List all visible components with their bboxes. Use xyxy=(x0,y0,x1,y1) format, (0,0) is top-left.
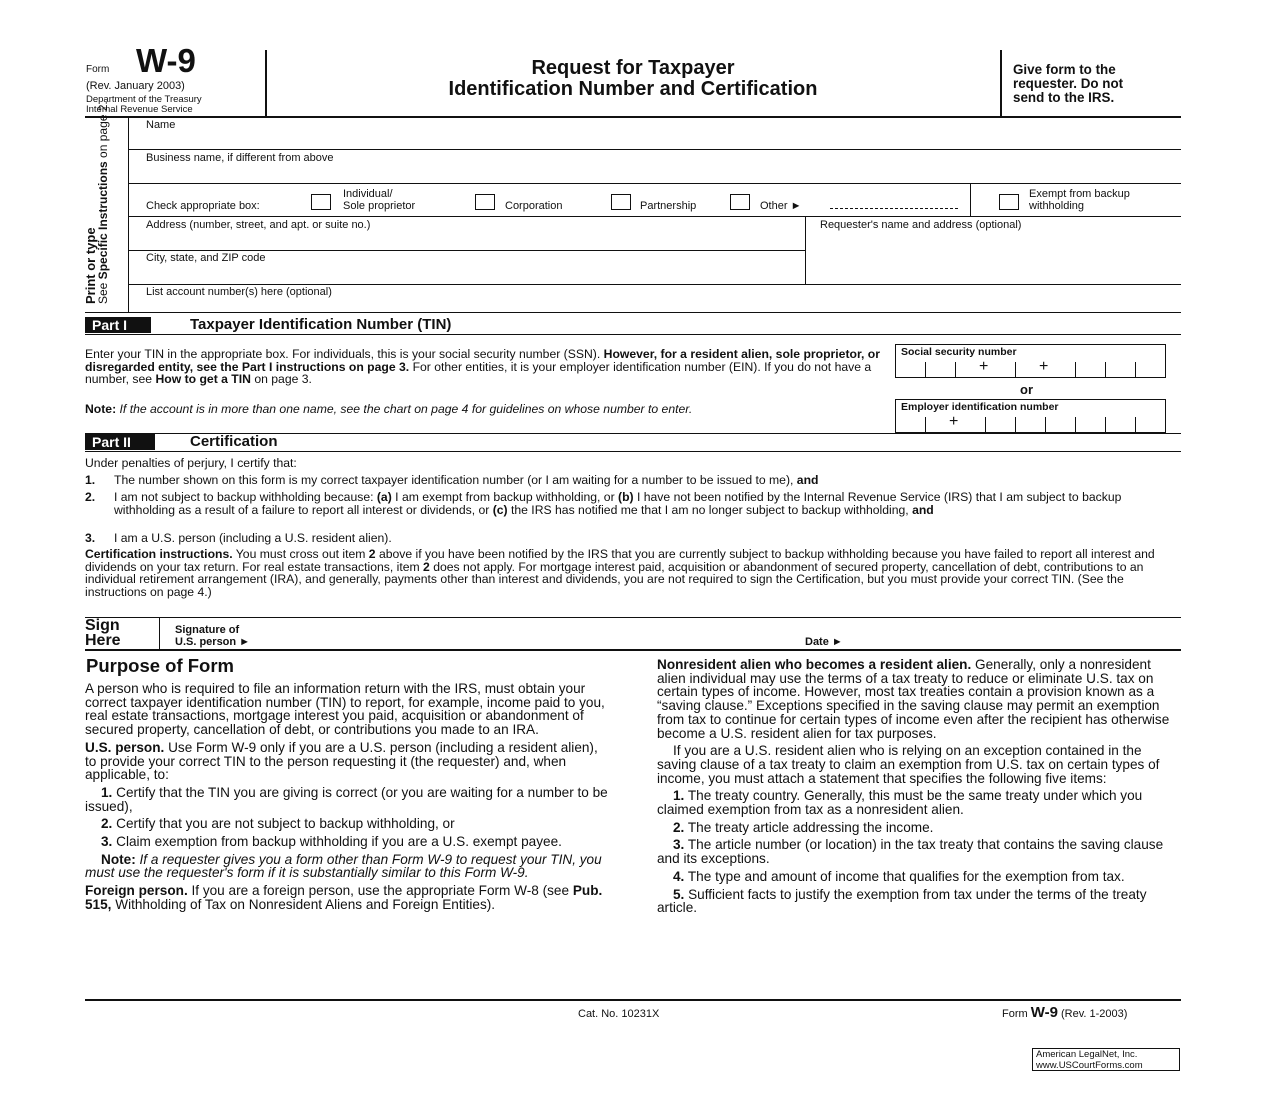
name-input[interactable] xyxy=(129,130,1180,149)
rule xyxy=(159,617,160,650)
part1-text: on page 3. xyxy=(250,372,312,387)
footer-form-word: Form xyxy=(1002,1008,1028,1020)
ein-cells xyxy=(895,414,1166,433)
left-item-1 xyxy=(85,786,610,813)
signature-label xyxy=(175,624,250,648)
ein-cell-sep xyxy=(985,417,986,433)
foreign-bold: Pub. 515, xyxy=(85,883,603,912)
stamp-line1: American LegalNet, Inc. xyxy=(1036,1049,1138,1060)
requester-input[interactable] xyxy=(806,231,1180,283)
rule xyxy=(85,334,1181,335)
foreign-end: Withholding of Tax on Nonresident Aliens and Foreign Entities). xyxy=(111,896,496,912)
ssn-cell-sep xyxy=(955,362,956,378)
ssn-dash: + xyxy=(1039,358,1049,375)
title-line2: Identification Number and Certification xyxy=(448,78,818,100)
right-column xyxy=(657,658,1182,919)
part1-text: For other entities, it is your employer identification number (EIN). If you do not have a number, see xyxy=(85,359,872,387)
rule xyxy=(970,183,971,216)
individual-label-2: Sole proprietor xyxy=(343,200,416,212)
cert-item-3: I am a U.S. person (including a U.S. resident alien). xyxy=(114,531,392,545)
item-text: Certify that you are not subject to backup withholding, or xyxy=(112,816,455,832)
right-item-5 xyxy=(657,888,1182,915)
name-label: Name xyxy=(146,119,176,131)
cert-bold: (b) xyxy=(618,490,634,504)
form-number: W-9 xyxy=(136,42,196,79)
address-label: Address (number, street, and apt. or suite no.) xyxy=(146,219,371,231)
item-num: 3. xyxy=(673,837,685,853)
individual-checkbox[interactable] xyxy=(311,194,331,210)
rule xyxy=(129,284,1181,285)
right-item-4 xyxy=(657,870,1182,884)
date-label: Date ► xyxy=(805,636,843,648)
foreign-text: If you are a foreign person, use the appropriate Form W-8 (see xyxy=(187,883,573,899)
footer-form-number: W-9 xyxy=(1030,1004,1058,1021)
cert-intro: Under penalties of perjury, I certify that: xyxy=(85,456,297,470)
partnership-checkbox[interactable] xyxy=(611,194,631,210)
title-line1: Request for Taxpayer xyxy=(531,57,735,79)
ssn-cell-sep xyxy=(925,362,926,378)
account-input[interactable] xyxy=(129,298,1180,311)
nra-para xyxy=(657,658,1182,740)
address-input[interactable] xyxy=(129,231,804,249)
other-checkbox[interactable] xyxy=(730,194,750,210)
ein-label: Employer identification number xyxy=(901,401,1059,413)
check-box-label: Check appropriate box: xyxy=(146,200,260,212)
form-title xyxy=(266,58,1000,100)
business-name-label: Business name, if different from above xyxy=(146,152,334,164)
footer-rule xyxy=(85,999,1181,1001)
exempt-label-2: withholding xyxy=(1029,200,1085,212)
part1-label: Part I xyxy=(85,317,151,333)
us-person-text: Use Form W-9 only if you are a U.S. person (including a resident alien), to provide your correct TIN to the person requesting it (the requester) and, when applicable, to: xyxy=(85,739,598,783)
cert-text: I have not been notified by the Internal Revenue Service (IRS) that I am subject to backup withholding as a result of a failure to report all interest or dividends, or xyxy=(114,490,1122,517)
other-input[interactable] xyxy=(830,208,958,209)
left-item-2 xyxy=(85,817,610,831)
form-word: Form xyxy=(86,64,110,75)
resident-para: If you are a U.S. resident alien who is relying on an exception contained in the saving clause of a tax treaty to claim an exemption from U.S. tax on certain types of income, you must attach a statement that specifies the following five items: xyxy=(657,743,1160,786)
note-label: Note: xyxy=(101,851,136,867)
header-divider-right xyxy=(1000,50,1002,116)
item-num: 4. xyxy=(673,868,685,884)
side-label-suffix: on page 2. xyxy=(96,101,110,162)
header-bottom-rule xyxy=(85,116,1181,118)
us-person-label: U.S. person. xyxy=(85,739,165,755)
corporation-label: Corporation xyxy=(505,200,563,212)
footer-form xyxy=(1002,1004,1127,1021)
revision: (Rev. January 2003) xyxy=(86,80,185,92)
side-label-bold: Specific Instructions xyxy=(96,161,110,280)
left-item-3 xyxy=(85,835,610,849)
cert-item-1 xyxy=(114,474,1174,487)
cert-bold: (c) xyxy=(492,502,508,517)
rule xyxy=(129,149,1181,150)
give-form-line: requester. Do not xyxy=(1013,76,1124,91)
footer-rev: (Rev. 1-2003) xyxy=(1061,1008,1128,1020)
business-name-input[interactable] xyxy=(129,164,1180,182)
item-num: 1. xyxy=(101,784,113,800)
item-num: 1. xyxy=(673,788,685,804)
cert-item-num: 3. xyxy=(85,531,96,545)
right-item-1 xyxy=(657,789,1182,816)
ssn-cell-sep xyxy=(1105,362,1106,378)
rule xyxy=(85,649,1181,651)
side-label-line2 xyxy=(96,101,110,304)
item-text: Sufficient facts to justify the exemption from tax under the terms of the treaty article. xyxy=(657,886,1147,916)
part1-text: Enter your TIN in the appropriate box. For individuals, this is your social security number (SSN). xyxy=(85,347,601,361)
cat-number: Cat. No. 10231X xyxy=(578,1008,660,1020)
item-num: 2. xyxy=(101,816,113,832)
purpose-title: Purpose of Form xyxy=(86,655,235,676)
date-input[interactable] xyxy=(870,630,1170,648)
ein-cell-sep xyxy=(1135,417,1136,433)
sig-line1: Signature of xyxy=(175,624,240,636)
ssn-cell-sep xyxy=(1015,362,1016,378)
cert-and: and xyxy=(796,473,819,487)
ssn-cell-sep xyxy=(1075,362,1076,378)
nra-text: Generally, only a nonresident alien individual may use the terms of a tax treaty to reduce or eliminate U.S. tax on certain types of income. However, most tax treaties contain a provision known as a “saving clause.” Exceptions specified in the saving clause may permit an exemption from tax to continue for certain types of income even after the recipient has otherwise become a U.S. resident alien for tax purposes. xyxy=(657,657,1170,741)
note-label: Note: xyxy=(85,402,117,416)
part1-note xyxy=(85,403,881,416)
sign-here xyxy=(85,618,121,648)
side-label-line1: Print or type xyxy=(83,227,98,304)
ein-cell-sep xyxy=(1105,417,1106,433)
side-label xyxy=(83,101,110,304)
right-item-3 xyxy=(657,838,1182,865)
cert-bold: 2 xyxy=(423,559,430,574)
ssn-cells xyxy=(895,359,1166,378)
cert-text: I am exempt from backup withholding, or xyxy=(391,490,619,504)
cert-instructions xyxy=(85,548,1175,598)
exempt-checkbox[interactable] xyxy=(999,194,1019,210)
cert-text: the IRS has notified me that I am no longer subject to backup withholding, xyxy=(507,502,913,517)
item-text: The article number (or location) in the tax treaty that contains the saving clause and its exceptions. xyxy=(657,837,1164,867)
rule xyxy=(129,183,1181,184)
purpose-text: A person who is required to file an information return with the IRS, must obtain your correct taxpayer identification number (TIN) to report, for example, income paid to you, real estate transactions, mortgage interest you paid, acquisition or abandonment of secured property, cancellation of debt, or contributions you made to an IRA. xyxy=(85,681,605,738)
signature-input[interactable] xyxy=(290,630,790,648)
us-person-para xyxy=(85,741,610,782)
rule xyxy=(85,451,1181,452)
item-text: Certify that the TIN you are giving is correct (or you are waiting for a number to be issued), xyxy=(85,784,608,814)
part1-title: Taxpayer Identification Number (TIN) xyxy=(190,316,452,333)
here-word: Here xyxy=(85,632,121,649)
city-label: City, state, and ZIP code xyxy=(146,252,266,264)
cert-text: The number shown on this form is my correct taxpayer identification number (or I am waiting for a number to be issued to me), xyxy=(114,473,797,487)
cert-text: does not apply. For mortgage interest paid, acquisition or abandonment of secured property, cancellation of debt, contributions to an individual retirement arrangement (IRA), and generally, payments other than interest and dividends, you are not required to sign the Certification, but you must provide your correct TIN. (See the instructions on page 4.) xyxy=(85,559,1144,599)
rule xyxy=(129,250,805,251)
note-text: If the account is in more than one name, see the chart on page 4 for guidelines on whose number to enter. xyxy=(116,402,693,416)
rule xyxy=(85,617,1181,618)
cert-text: above if you have been notified by the IRS that you are currently subject to backup withholding because you have failed to report all interest and dividends on your tax return. For real estate transactions, item xyxy=(85,547,1155,574)
requester-label: Requester's name and address (optional) xyxy=(820,219,1022,231)
stamp-line2: www.USCourtForms.com xyxy=(1036,1059,1143,1071)
sig-line2: U.S. person ► xyxy=(175,636,251,648)
cert-text: I am not subject to backup withholding because: xyxy=(114,490,377,504)
cert-text: You must cross out item xyxy=(232,547,369,561)
right-item-2 xyxy=(657,821,1182,835)
item-text: The type and amount of income that qualifies for the exemption from tax. xyxy=(684,868,1125,884)
part2-title: Certification xyxy=(190,433,278,450)
item-num: 2. xyxy=(673,819,685,835)
note-text: If a requester gives you a form other than Form W-9 to request your TIN, you must use the requester's form if it is substantially similar to this Form W-9. xyxy=(85,851,602,881)
part1-bold: How to get a TIN xyxy=(155,372,251,387)
cert-item-num: 2. xyxy=(85,490,96,504)
give-form-line: send to the IRS. xyxy=(1013,90,1115,105)
or-label: or xyxy=(1020,382,1033,397)
cert-bold: (a) xyxy=(376,490,392,504)
side-label-prefix: See xyxy=(96,279,110,304)
left-column xyxy=(85,682,610,916)
ein-cell-sep xyxy=(925,417,926,433)
ssn-label: Social security number xyxy=(901,346,1017,358)
ein-cell-sep xyxy=(1075,417,1076,433)
city-input[interactable] xyxy=(129,264,804,283)
nra-title: Nonresident alien who becomes a resident alien. xyxy=(657,657,972,672)
account-label: List account number(s) here (optional) xyxy=(146,286,332,298)
part1-bold: However, for a resident alien, sole proprietor, or disregarded entity, see the Part I instructions on page 3. xyxy=(85,347,880,374)
give-form-note xyxy=(1013,63,1123,105)
sign-word: Sign xyxy=(85,617,120,634)
ssn-dash: + xyxy=(979,358,989,375)
ssn-cell-sep xyxy=(1135,362,1136,378)
rule xyxy=(85,312,1181,313)
exempt-label-1: Exempt from backup xyxy=(1029,188,1130,200)
part1-instructions xyxy=(85,348,881,386)
foreign-label: Foreign person. xyxy=(85,883,188,899)
cert-and: and xyxy=(912,502,934,517)
corporation-checkbox[interactable] xyxy=(475,194,495,210)
cert-bold: 2 xyxy=(368,547,376,561)
item-num: 5. xyxy=(673,886,685,902)
ein-cell-sep xyxy=(1045,417,1046,433)
other-label: Other ► xyxy=(760,200,802,212)
item-text: Claim exemption from backup withholding if you are a U.S. exempt payee. xyxy=(112,834,562,850)
note-para xyxy=(85,853,610,880)
individual-label-1: Individual/ xyxy=(343,188,393,200)
cert-item-num: 1. xyxy=(85,473,96,487)
legalnet-stamp xyxy=(1032,1048,1180,1071)
rule xyxy=(129,216,1181,217)
dept-line1: Department of the Treasury xyxy=(86,94,202,105)
cert-instr-label: Certification instructions. xyxy=(85,547,233,561)
item-num: 3. xyxy=(101,834,113,850)
partnership-label: Partnership xyxy=(640,200,697,212)
item-text: The treaty country. Generally, this must be the same treaty under which you claimed exemption from tax as a nonresident alien. xyxy=(657,788,1143,818)
item-text: The treaty article addressing the income. xyxy=(684,819,934,835)
ein-dash: + xyxy=(949,413,959,430)
foreign-para xyxy=(85,884,610,911)
cert-item-2 xyxy=(114,491,1174,516)
give-form-line: Give form to the xyxy=(1013,62,1116,77)
part2-label: Part II xyxy=(85,434,155,450)
ein-cell-sep xyxy=(1015,417,1016,433)
dept-line2: Internal Revenue Service xyxy=(86,104,193,115)
